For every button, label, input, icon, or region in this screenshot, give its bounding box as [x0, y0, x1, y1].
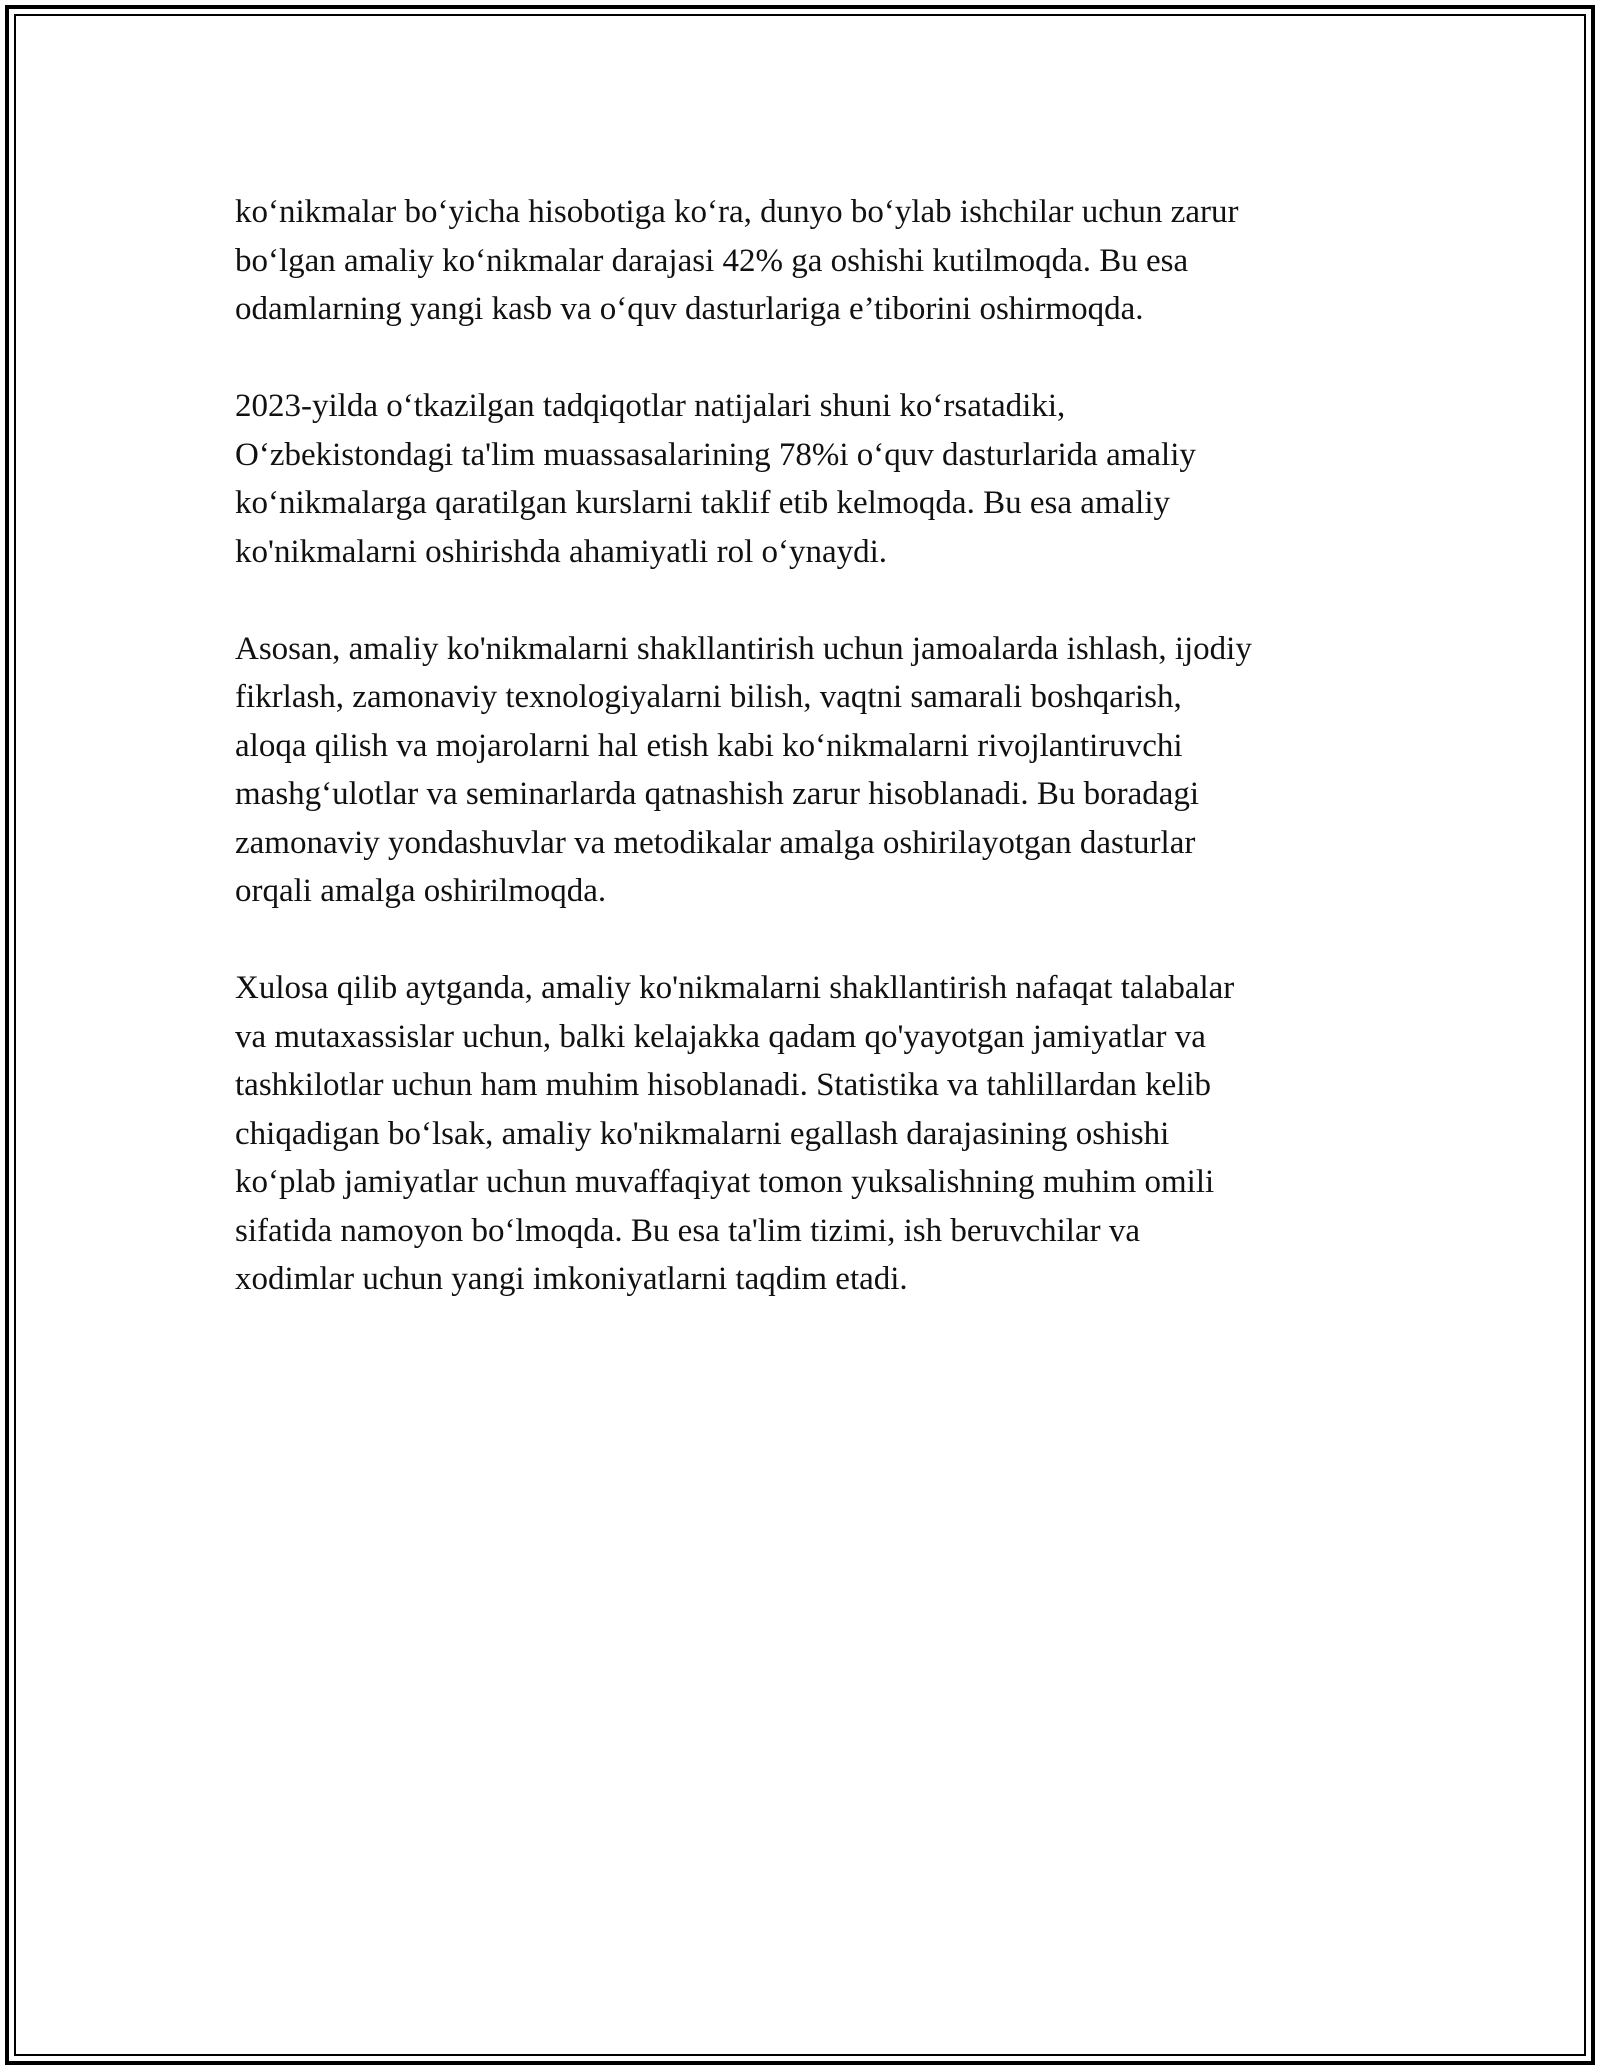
paragraph-2: [235, 382, 1375, 576]
text-line: zamonaviy yondashuvlar va metodikalar amalga oshirilayotgan dasturlar: [235, 824, 1196, 861]
text-line: 2023-yilda o‘tkazilgan tadqiqotlar natijalari shuni ko‘rsatadiki,: [235, 388, 1066, 424]
text-line: Asosan, amaliy ko'nikmalarni shakllantirish uchun jamoalarda ishlash, ijodiy: [235, 630, 1252, 667]
text-line: sifatida namoyon bo‘lmoqda. Bu esa ta'lim tizimi, ish beruvchilar va: [235, 1212, 1140, 1249]
text-line: aloqa qilish va mojarolarni hal etish kabi ko‘nikmalarni rivojlantiruvchi: [235, 727, 1183, 764]
text-line: chiqadigan bo‘lsak, amaliy ko'nikmalarni egallash darajasining oshishi: [235, 1115, 1170, 1152]
text-line: va mutaxassislar uchun, balki kelajakka qadam qo'yayotgan jamiyatlar va: [235, 1018, 1206, 1055]
text-line: ko‘nikmalarga qaratilgan kurslarni taklif etib kelmoqda. Bu esa amaliy: [235, 485, 1171, 521]
paragraph-4: [235, 964, 1375, 1304]
text-line: odamlarning yangi kasb va o‘quv dasturlariga e’tiborini oshirmoqda.: [235, 291, 1144, 327]
text-line: O‘zbekistondagi ta'lim muassasalarining 78%i o‘quv dasturlarida amaliy: [235, 436, 1196, 473]
text-line: ko'nikmalarni oshirishda ahamiyatli rol o‘ynaydi.: [235, 533, 888, 570]
paragraph-1: [235, 188, 1375, 334]
text-line: bo‘lgan amaliy ko‘nikmalar darajasi 42% ga oshishi kutilmoqda. Bu esa: [235, 242, 1189, 279]
text-line: orqali amalga oshirilmoqda.: [235, 873, 607, 909]
text-line: fikrlash, zamonaviy texnologiyalarni bilish, vaqtni samarali boshqarish,: [235, 679, 1182, 715]
document-body: [235, 188, 1375, 1304]
text-line: ko‘nikmalar bo‘yicha hisobotiga ko‘ra, dunyo bo‘ylab ishchilar uchun zarur: [235, 194, 1239, 230]
text-line: mashg‘ulotlar va seminarlarda qatnashish zarur hisoblanadi. Bu boradagi: [235, 776, 1200, 812]
text-line: Xulosa qilib aytganda, amaliy ko'nikmalarni shakllantirish nafaqat talabalar: [235, 970, 1235, 1006]
text-line: ko‘plab jamiyatlar uchun muvaffaqiyat tomon yuksalishning muhim omili: [235, 1164, 1215, 1200]
paragraph-3: [235, 625, 1375, 916]
text-line: xodimlar uchun yangi imkoniyatlarni taqdim etadi.: [235, 1261, 908, 1297]
text-line: tashkilotlar uchun ham muhim hisoblanadi. Statistika va tahlillardan kelib: [235, 1067, 1212, 1103]
